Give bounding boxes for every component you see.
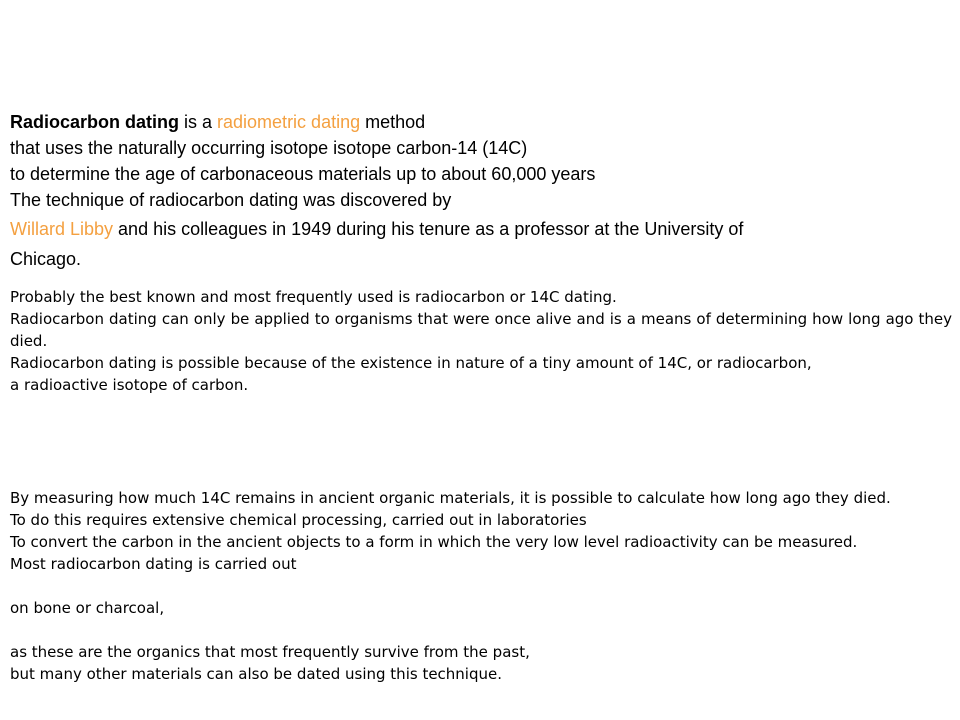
para2-line-5: on bone or charcoal, bbox=[10, 599, 165, 617]
intro-line-2: that uses the naturally occurring isotope isotope carbon-14 (14C) bbox=[10, 138, 528, 158]
para1-line-4: a radioactive isotope of carbon. bbox=[10, 376, 249, 394]
paragraph-2 bbox=[10, 487, 952, 685]
para2-line-6: as these are the organics that most frequently survive from the past, bbox=[10, 643, 530, 661]
intro-line-4: The technique of radiocarbon dating was discovered by bbox=[10, 190, 452, 210]
para2-line-1: By measuring how much 14C remains in ancient organic materials, it is possible to calculate how long ago they died. bbox=[10, 489, 891, 507]
intro-line-3: to determine the age of carbonaceous materials up to about 60,000 years bbox=[10, 164, 596, 184]
spacer bbox=[10, 619, 952, 641]
intro-line-6: Chicago. bbox=[10, 249, 82, 269]
term-radiocarbon-dating: Radiocarbon dating bbox=[10, 112, 180, 132]
para2-line-7: but many other materials can also be dated using this technique. bbox=[10, 665, 503, 683]
intro-text: is a bbox=[179, 112, 218, 132]
intro-line-1 bbox=[10, 109, 950, 135]
para1-line-2: Radiocarbon dating can only be applied to organisms that were once alive and is a means of determining how long ago they died. bbox=[10, 310, 952, 350]
spacer bbox=[10, 575, 952, 597]
intro-line-5-text: and his colleagues in 1949 during his tenure as a professor at the University of bbox=[113, 219, 744, 239]
intro-block bbox=[10, 109, 950, 272]
para1-line-3: Radiocarbon dating is possible because of the existence in nature of a tiny amount of 14C, or radiocarbon, bbox=[10, 354, 812, 372]
intro-line-5 bbox=[10, 213, 950, 246]
paragraph-1 bbox=[10, 286, 952, 396]
para1-line-1: Probably the best known and most frequently used is radiocarbon or 14C dating. bbox=[10, 288, 617, 306]
intro-tail: method bbox=[360, 112, 426, 132]
para2-line-4: Most radiocarbon dating is carried out bbox=[10, 555, 297, 573]
radiometric-dating-link[interactable]: radiometric dating bbox=[217, 112, 361, 132]
para2-line-2: To do this requires extensive chemical processing, carried out in laboratories bbox=[10, 511, 587, 529]
para2-line-3: To convert the carbon in the ancient objects to a form in which the very low level radioactivity can be measured. bbox=[10, 533, 858, 551]
willard-libby-link[interactable]: Willard Libby bbox=[10, 219, 114, 239]
